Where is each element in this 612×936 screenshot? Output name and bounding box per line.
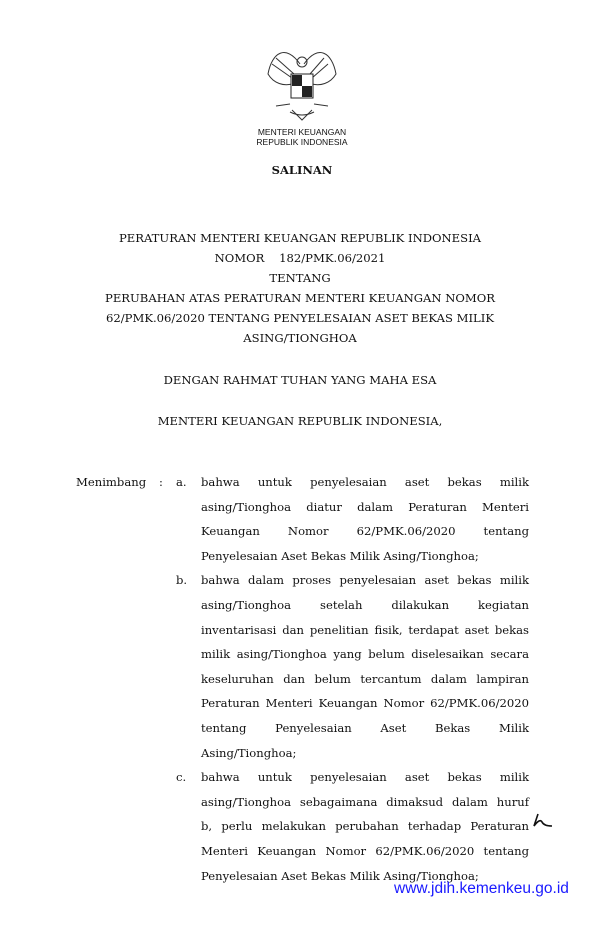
item-text-line: asing/Tionghoa setelah dilakukan kegiatan [201, 598, 529, 612]
institution-line-1: MENTERI KEUANGAN [257, 127, 347, 137]
item-text-line: bahwa untuk penyelesaian aset bekas milik [201, 475, 529, 489]
copy-stamp: SALINAN [271, 163, 333, 177]
regulation-subject-2: 62/PMK.06/2020 TENTANG PENYELESAIAN ASET BEKAS MILIK [106, 311, 494, 325]
item-text-line: Menteri Keuangan Nomor 62/PMK.06/2020 tentang [201, 844, 529, 858]
item-text-line: tentang Penyelesaian Aset Bekas Milik [201, 721, 529, 735]
item-text-line: Peraturan Menteri Keuangan Nomor 62/PMK.06/2020 [201, 696, 529, 711]
item-text-line: asing/Tionghoa diatur dalam Peraturan Menteri [201, 499, 529, 514]
item-text-line: Penyelesaian Aset Bekas Milik Asing/Tionghoa; [201, 868, 479, 883]
regulation-subject-3: ASING/TIONGHOA [243, 331, 357, 345]
item-text-line: inventarisasi dan penelitian fisik, terdapat aset bekas [201, 622, 529, 637]
initial-signature-icon [532, 812, 554, 832]
regulation-title: PERATURAN MENTERI KEUANGAN REPUBLIK INDONESIA [118, 231, 482, 245]
item-text-line: Keuangan Nomor 62/PMK.06/2020 tentang [201, 524, 529, 539]
item-text-line: b, perlu melakukan perubahan terhadap Peraturan [201, 819, 529, 834]
regulation-number: NOMOR 182/PMK.06/2021 [214, 251, 386, 265]
item-text-line: Penyelesaian Aset Bekas Milik Asing/Tionghoa; [201, 548, 479, 563]
considering-label: Menimbang [76, 475, 147, 489]
blessing: DENGAN RAHMAT TUHAN YANG MAHA ESA [163, 373, 437, 387]
item-text-line: bahwa dalam proses penyelesaian aset bekas milik [201, 573, 529, 588]
minister-heading: MENTERI KEUANGAN REPUBLIK INDONESIA, [157, 414, 443, 428]
institution-line-2: REPUBLIK INDONESIA [256, 137, 348, 147]
item-text-line: asing/Tionghoa sebagaimana dimaksud dalam huruf [201, 794, 529, 809]
item-text-line: Asing/Tionghoa; [201, 745, 297, 760]
footer-url-link[interactable]: www.jdih.kemenkeu.go.id [394, 880, 569, 897]
regulation-about: TENTANG [269, 271, 331, 285]
regulation-subject-1: PERUBAHAN ATAS PERATURAN MENTERI KEUANGAN NOMOR [105, 291, 495, 305]
item-marker: c. [176, 770, 187, 785]
garuda-emblem-icon [266, 44, 338, 122]
item-marker: b. [176, 573, 188, 588]
item-text-line: bahwa untuk penyelesaian aset bekas milik [201, 770, 529, 785]
item-text-line: keseluruhan dan belum tercantum dalam lampiran [201, 671, 529, 686]
considering-colon: : [159, 475, 163, 489]
item-text-line: milik asing/Tionghoa yang belum diselesaikan secara [201, 647, 529, 662]
item-marker: a. [176, 475, 187, 489]
